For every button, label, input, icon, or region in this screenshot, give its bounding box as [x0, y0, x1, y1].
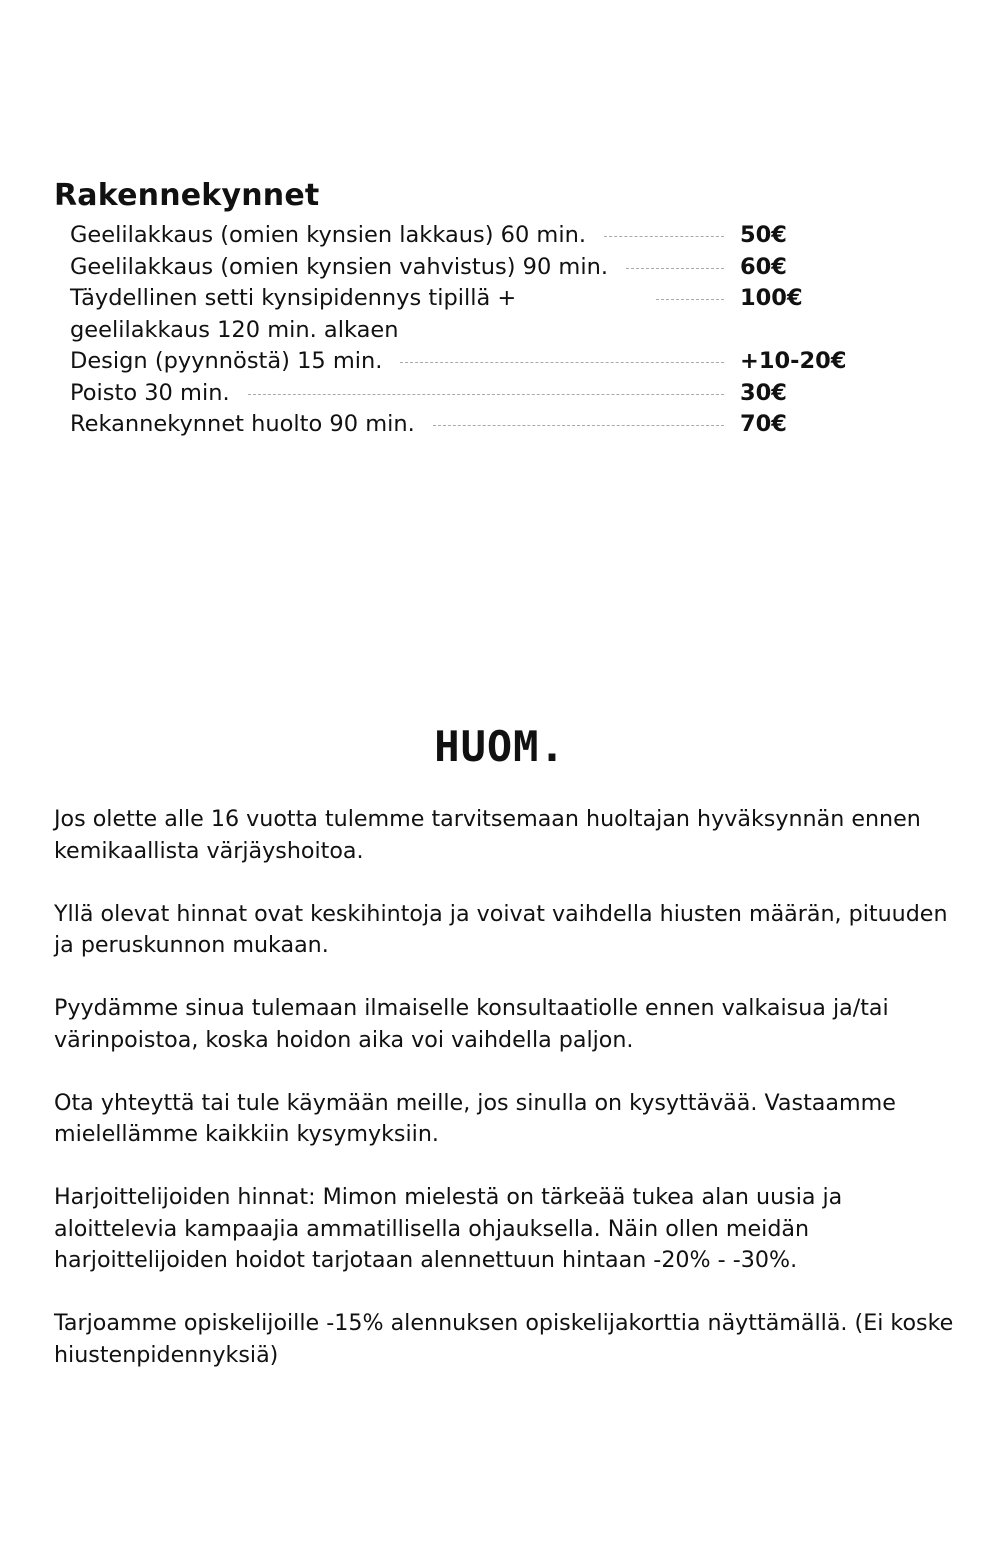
service-name: Rekannekynnet huolto 90 min. [70, 411, 415, 437]
dotted-leader [400, 346, 724, 363]
service-name: Design (pyynnöstä) 15 min. [70, 348, 383, 374]
service-price: +10-20€ [740, 348, 847, 374]
service-name: Täydellinen setti kynsipidennys tipillä + geelilakkaus 120 min. alkaen [70, 285, 517, 343]
service-price: 70€ [740, 411, 787, 437]
notice-paragraph: Pyydämme sinua tulemaan ilmaiselle konsultaatiolle ennen valkaisua ja/tai värinpoistoa, koska hoidon aika voi vaihdella paljon. [54, 995, 889, 1053]
dotted-leader [626, 252, 724, 269]
notice-title: HUOM. [434, 722, 566, 771]
notice-paragraph: Harjoittelijoiden hinnat: Mimon mielestä on tärkeää tukea alan uusia ja aloittelevia kampaajia ammatillisella ohjauksella. Näin ollen meidän harjoittelijoiden hoidot tarjotaan alennettuun hintaan -20% - -30%. [54, 1184, 843, 1273]
section-title: Rakennekynnet [54, 178, 320, 213]
price-row [70, 378, 870, 410]
notice-paragraph: Ota yhteyttä tai tule käymään meille, jos sinulla on kysyttävää. Vastaamme mielellämme kaikkiin kysymyksiin. [54, 1089, 896, 1147]
dotted-leader [433, 409, 724, 426]
price-row [70, 409, 870, 441]
service-price: 30€ [740, 379, 787, 406]
service-price: 50€ [740, 222, 787, 248]
price-list [70, 220, 870, 441]
service-name: Poisto 30 min. [70, 379, 230, 406]
service-name: Geelilakkaus (omien kynsien vahvistus) 90 min. [70, 253, 609, 280]
dotted-leader [248, 378, 724, 395]
price-row [70, 220, 870, 252]
dotted-leader [604, 220, 724, 237]
notice-paragraph: Yllä olevat hinnat ovat keskihintoja ja voivat vaihdella hiusten määrän, pituuden ja peruskunnon mukaan. [54, 900, 948, 958]
price-row [70, 283, 870, 346]
price-row [70, 252, 870, 284]
notice-paragraphs [54, 804, 954, 1403]
service-price: 60€ [740, 253, 787, 280]
service-price: 100€ [740, 285, 803, 311]
price-row [70, 346, 870, 378]
service-name: Geelilakkaus (omien kynsien lakkaus) 60 min. [70, 222, 587, 248]
dotted-leader [656, 283, 724, 300]
notice-paragraph: Tarjoamme opiskelijoille -15% alennuksen opiskelijakorttia näyttämällä. (Ei koske hiustenpidennyksiä) [54, 1310, 954, 1368]
notice-paragraph: Jos olette alle 16 vuotta tulemme tarvitsemaan huoltajan hyväksynnän ennen kemikaallista värjäyshoitoa. [54, 806, 921, 864]
